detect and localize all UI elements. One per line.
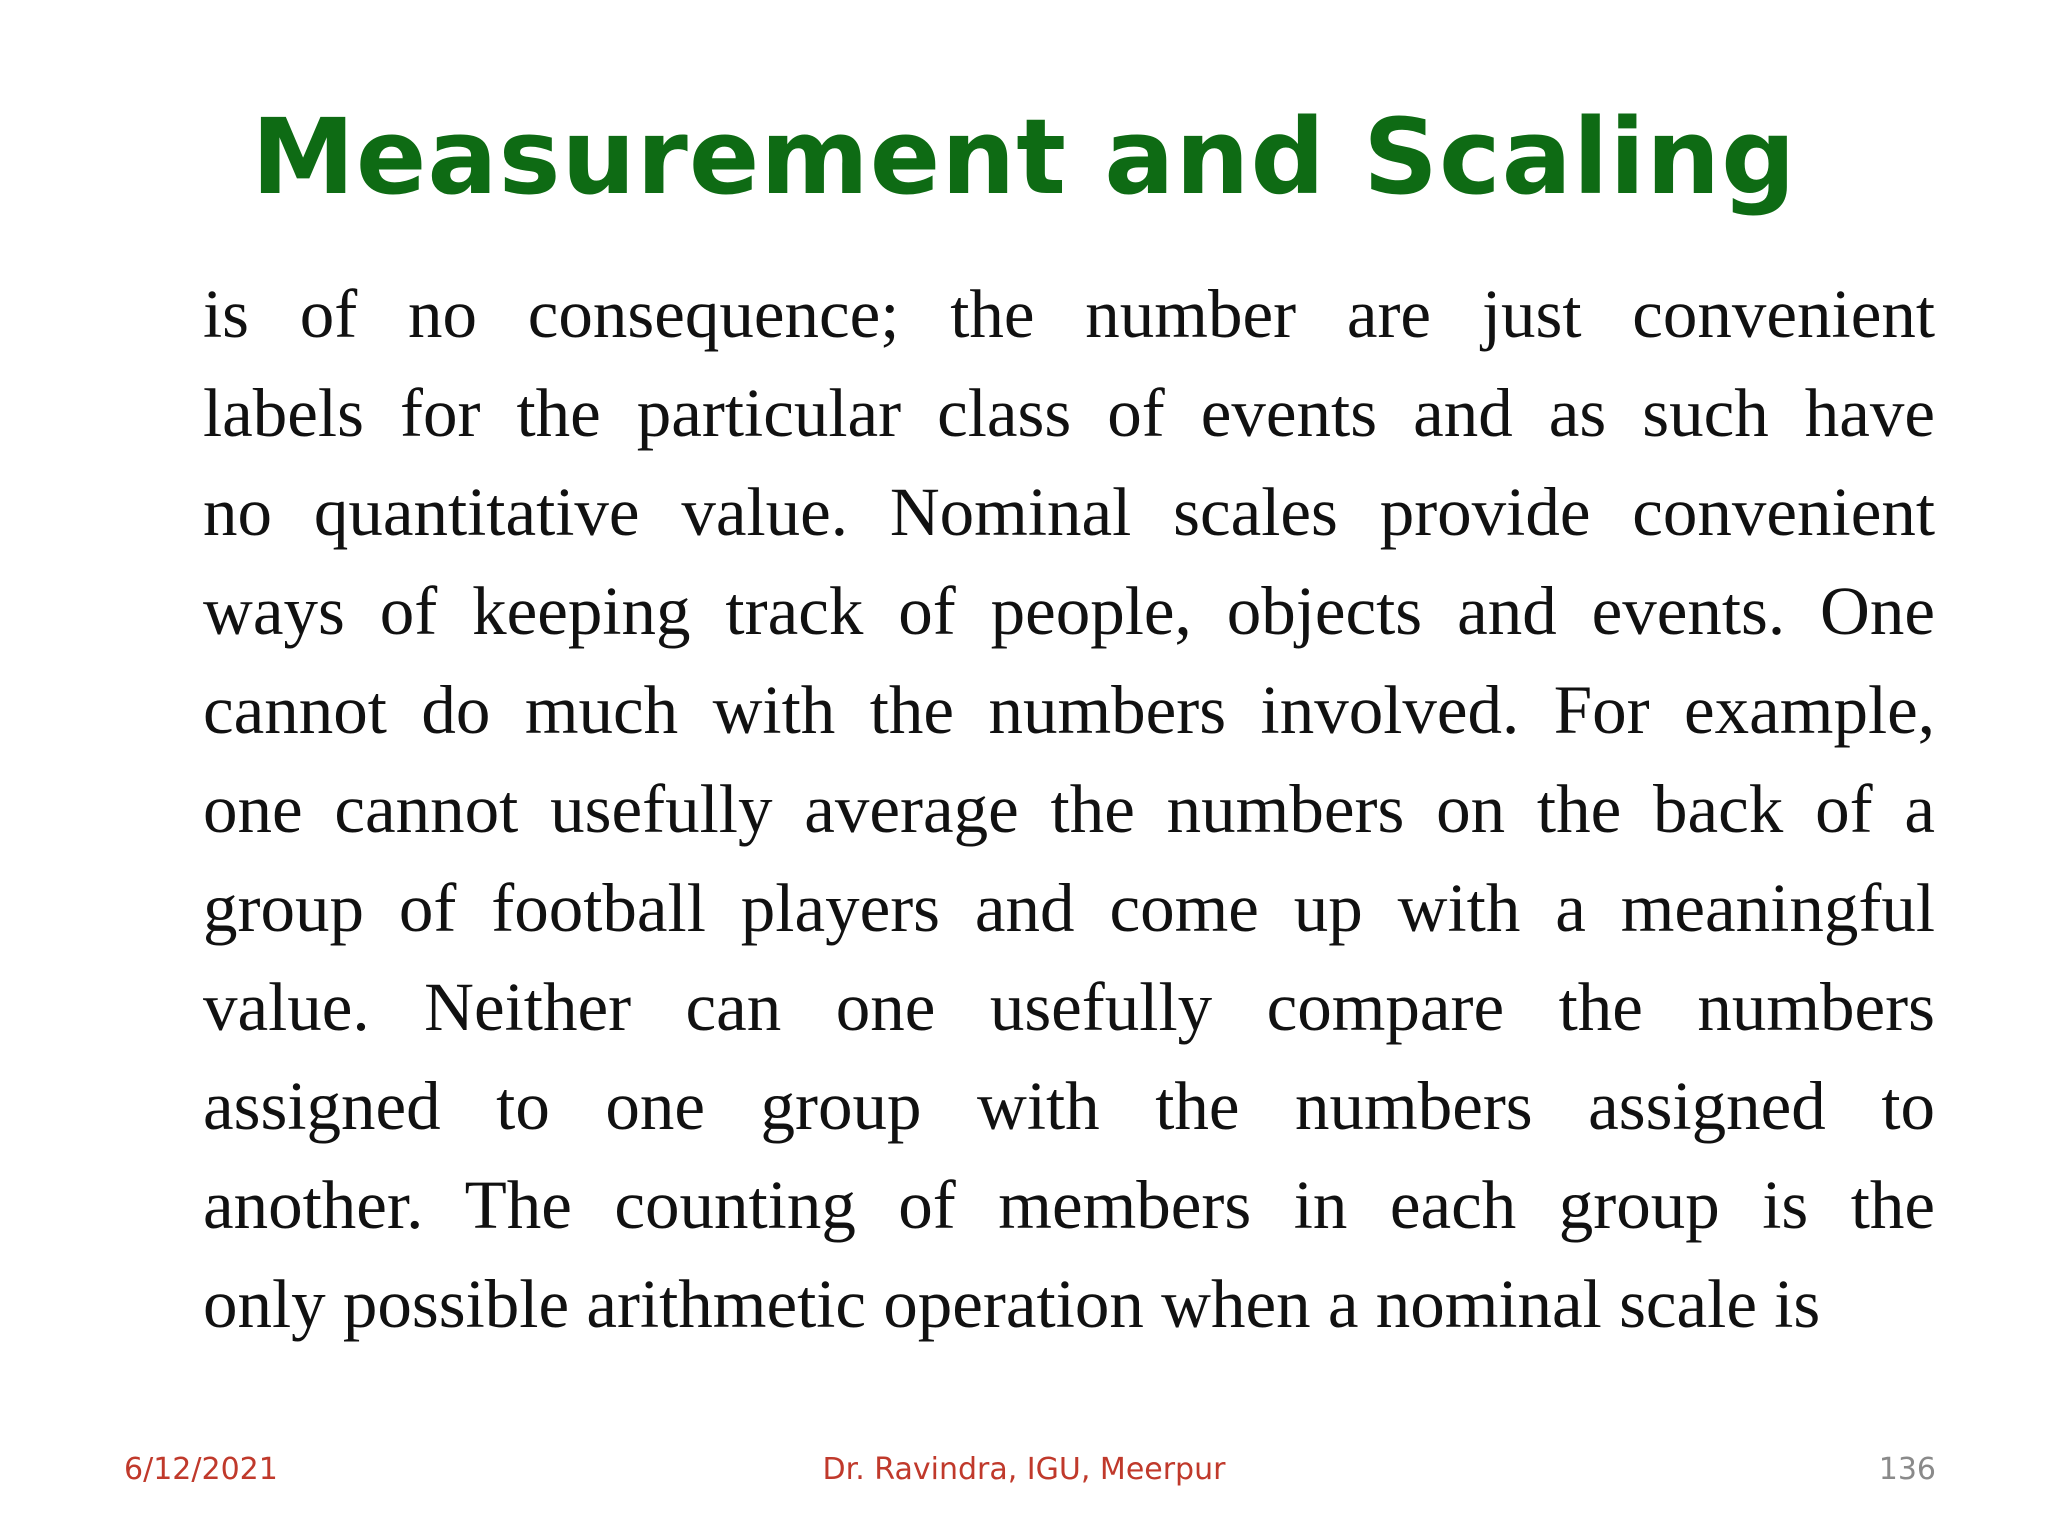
body-line: one cannot usefully average the numbers on the back of a: [203, 771, 1935, 847]
body-line: no quantitative value. Nominal scales provide convenient: [203, 474, 1935, 550]
body-line: another. The counting of members in each group is the: [203, 1167, 1935, 1243]
slide-title: Measurement and Scaling: [251, 96, 1797, 218]
body-line: is of no consequence; the number are just convenient: [203, 276, 1935, 352]
footer-date: 6/12/2021: [124, 1452, 278, 1487]
body-line: value. Neither can one usefully compare the numbers: [203, 969, 1935, 1045]
body-line: group of football players and come up with a meaningful: [203, 870, 1935, 946]
footer-author: Dr. Ravindra, IGU, Meerpur: [822, 1452, 1226, 1487]
body-line: labels for the particular class of events and as such have: [203, 375, 1935, 451]
slide-body: [203, 265, 1935, 1354]
body-line: assigned to one group with the numbers assigned to: [203, 1068, 1935, 1144]
body-line: ways of keeping track of people, objects and events. One: [203, 573, 1935, 649]
body-line: only possible arithmetic operation when a nominal scale is: [203, 1266, 1821, 1342]
body-line: cannot do much with the numbers involved. For example,: [203, 672, 1935, 748]
page-number: 136: [1878, 1452, 1936, 1487]
